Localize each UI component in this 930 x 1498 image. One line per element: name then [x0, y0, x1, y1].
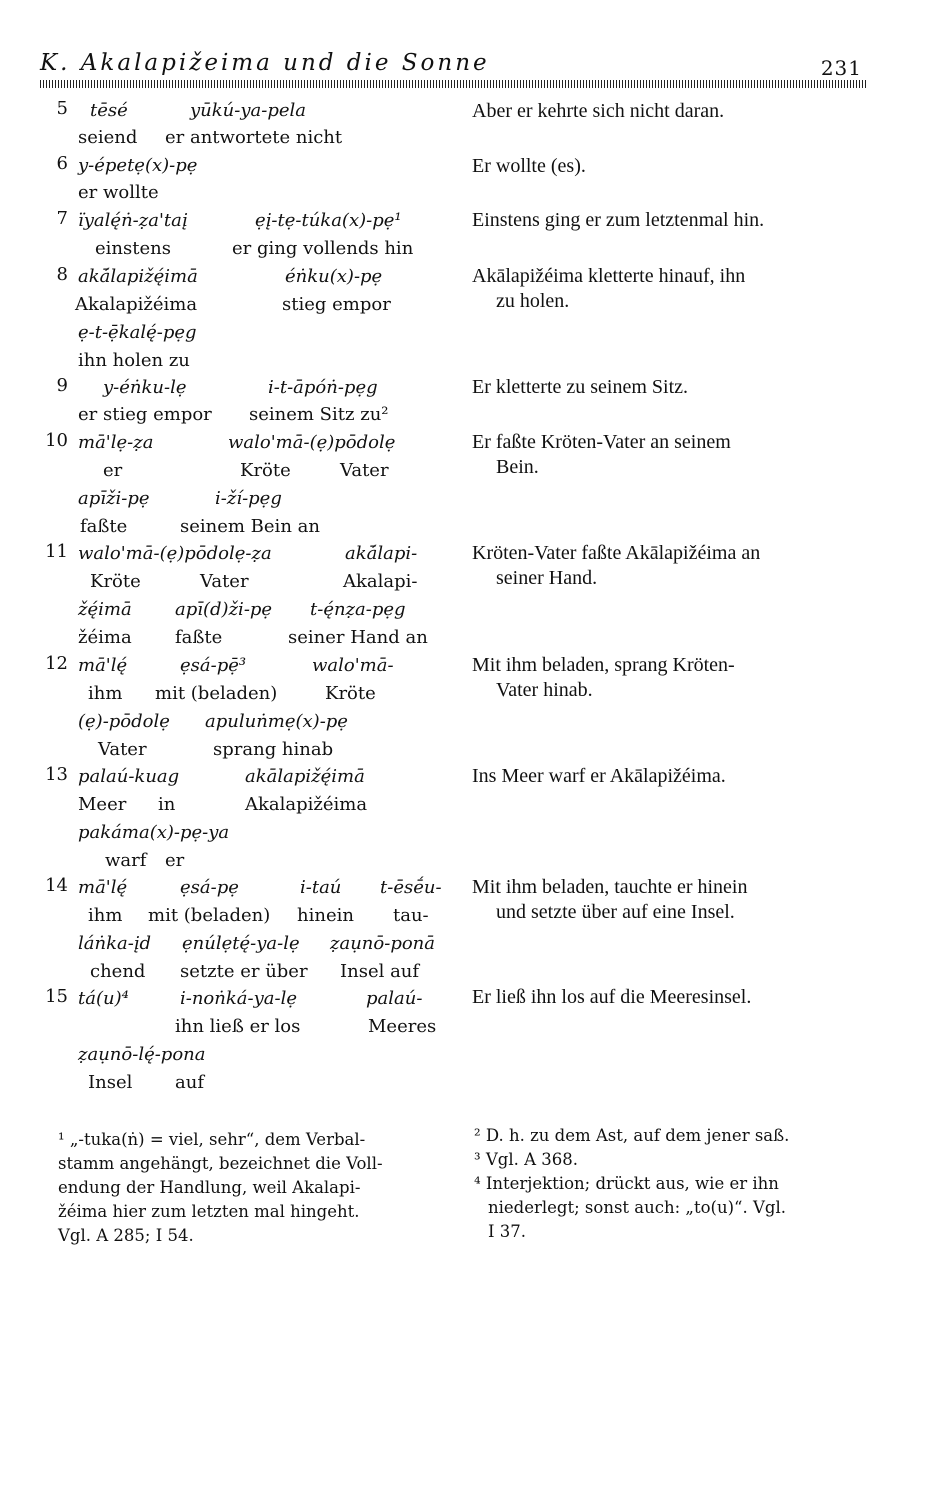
gloss-word: er [103, 460, 123, 481]
source-word: i-t-āpóṅ-pẹg [268, 377, 378, 398]
gloss-word: Kröte [325, 683, 376, 704]
footnote-line: stamm angehängt, bezeichnet die Voll- [58, 1154, 383, 1173]
gloss-word: Kröte [90, 571, 141, 592]
gloss-word: Insel [88, 1072, 133, 1093]
footnote-line: žéima hier zum letzten mal hingeht. [58, 1202, 360, 1221]
translation-line: Akālapižéima kletterte hinauf, ihn [472, 265, 746, 287]
source-word: i-ží-pẹg [215, 488, 282, 509]
source-word: t-ēsḗu- [380, 877, 442, 898]
gloss-word: ihn ließ er los [175, 1016, 301, 1037]
source-word: walo'mā-(ẹ)pōdolẹ-ẓa [78, 543, 272, 564]
source-word: apīži-pẹ [78, 488, 150, 509]
gloss-word: einstens [95, 238, 171, 259]
translation-line: seiner Hand. [496, 567, 598, 589]
gloss-word: auf [175, 1072, 204, 1093]
source-word: ẹsá-pẹ̄³ [180, 655, 247, 676]
gloss-word: seiner Hand an [288, 627, 428, 648]
translation-line: Vater hinab. [496, 679, 593, 701]
translation-line: Er kletterte zu seinem Sitz. [472, 376, 689, 398]
line-number: 7 [56, 208, 68, 229]
gloss-word: Vater [98, 739, 147, 760]
source-word: y-éṅku-lẹ [103, 377, 187, 398]
gloss-word: ihm [88, 905, 123, 926]
gloss-word: Akalapižéima [75, 294, 198, 315]
translation [472, 154, 867, 179]
chapter-title: K. Akalapižeima und die Sonne [40, 50, 490, 76]
source-word: ẹsá-pẹ [180, 877, 239, 898]
source-word: yūkú-ya-pela [190, 100, 306, 121]
line-number: 12 [45, 653, 68, 674]
source-word: palaú-kuag [78, 766, 180, 787]
source-word: t-ę́nẓa-pẹg [310, 599, 406, 620]
source-word: ẓaụnō-lę́-pona [78, 1044, 206, 1065]
footnote-line: ⁴ Interjektion; drückt aus, wie er ihn [474, 1174, 779, 1193]
translation [472, 375, 867, 400]
gloss-word: er [165, 850, 185, 871]
translation [472, 653, 867, 703]
source-word: ẹį-tẹ-túka(x)-pẹ¹ [255, 210, 402, 231]
gloss-word: er stieg empor [78, 404, 212, 425]
translation-line: Er wollte (es). [472, 155, 586, 177]
translation-line: Mit ihm beladen, sprang Kröten- [472, 654, 735, 676]
gloss-word: ihm [88, 683, 123, 704]
gloss-word: stieg empor [282, 294, 391, 315]
footnote-line: ² D. h. zu dem Ast, auf dem jener saß. [474, 1126, 790, 1145]
source-word: ẹnúlẹtę́-ya-lẹ [182, 933, 300, 954]
gloss-word: hinein [297, 905, 354, 926]
footnote-line: ³ Vgl. A 368. [474, 1150, 579, 1169]
translation-line: Kröten-Vater faßte Akālapižéima an [472, 542, 761, 564]
gloss-word: chend [90, 961, 146, 982]
gloss-word: tau- [393, 905, 429, 926]
page-number: 231 [820, 56, 862, 80]
translation-line: Ins Meer warf er Akālapižéima. [472, 765, 726, 787]
translation-line: und setzte über auf eine Insel. [496, 901, 735, 923]
gloss-word: mit (beladen) [155, 683, 278, 704]
translation-line: Er faßte Kröten-Vater an seinem [472, 431, 731, 453]
source-word: i-noṅká-ya-lẹ [180, 988, 297, 1009]
gloss-word: Akalapi- [343, 571, 418, 592]
source-word: (ẹ)-pōdolẹ [78, 711, 170, 732]
gloss-word: er wollte [78, 182, 159, 203]
source-word: éṅku(x)-pẹ [285, 266, 383, 287]
translation [472, 208, 867, 233]
source-word: láṅka-įd [78, 933, 152, 954]
gloss-word: setzte er über [180, 961, 308, 982]
line-number: 14 [45, 875, 68, 896]
translation [472, 541, 867, 591]
source-word: ïyalę́ṅ-ẓa'taį [78, 210, 188, 231]
translation [472, 764, 867, 789]
gloss-word: seiend [78, 127, 138, 148]
gloss-word: faßte [175, 627, 223, 648]
source-word: ẓaụnō-ponā [330, 933, 436, 954]
gloss-word: in [158, 794, 176, 815]
translation-line: Mit ihm beladen, tauchte er hinein [472, 876, 748, 898]
line-number: 9 [56, 375, 68, 396]
gloss-word: Insel auf [340, 961, 420, 982]
running-header [40, 50, 870, 80]
footnote-line: Vgl. A 285; I 54. [58, 1226, 194, 1245]
source-word: i-taú [300, 877, 342, 898]
gloss-word: Kröte [240, 460, 291, 481]
gloss-word: er ging vollends hin [232, 238, 414, 259]
line-number: 8 [56, 264, 68, 285]
translation-line: Bein. [496, 456, 539, 478]
source-word: akālapižę́imā [245, 766, 365, 787]
source-word: apī(d)ži-pẹ [175, 599, 273, 620]
source-word: ẹ-t-ẹ̄kalę́-pẹg [78, 322, 197, 343]
line-number: 11 [45, 541, 68, 562]
footnotes-right [474, 1124, 869, 1244]
footnote-line: I 37. [488, 1222, 527, 1241]
gloss-word: Akalapižéima [245, 794, 368, 815]
gloss-word: sprang hinab [213, 739, 334, 760]
translation-line: Aber er kehrte sich nicht daran. [472, 100, 725, 122]
gloss-word: warf [105, 850, 147, 871]
footnote-line: niederlegt; sonst auch: „to(u)“. Vgl. [488, 1198, 786, 1217]
line-number: 6 [56, 153, 68, 174]
gloss-word: Vater [200, 571, 249, 592]
source-word: y-épetẹ(x)-pẹ [78, 155, 198, 176]
gloss-word: mit (beladen) [148, 905, 271, 926]
source-word: walo'mā- [312, 655, 394, 676]
translation [472, 99, 867, 124]
gloss-word: Meeres [368, 1016, 437, 1037]
source-word: akā́lapi- [345, 543, 418, 564]
source-word: apuluṅmẹ(x)-pẹ [205, 711, 348, 732]
source-word: walo'mā-(ẹ)pōdolẹ [228, 432, 396, 453]
source-word: mā'lę́ [78, 655, 128, 676]
translation [472, 264, 867, 314]
footnote-line: ¹ „-tuka(ṅ) = viel, sehr“, dem Verbal- [58, 1130, 366, 1149]
gloss-word: Meer [78, 794, 127, 815]
header-rule [40, 80, 868, 88]
translation-line: zu holen. [496, 290, 570, 312]
gloss-word: ihn holen zu [78, 350, 190, 371]
translation [472, 875, 867, 925]
gloss-word: žéima [78, 627, 132, 648]
line-number: 13 [45, 764, 68, 785]
source-word: palaú- [366, 988, 423, 1009]
line-number: 10 [45, 430, 68, 451]
source-word: tá(u)⁴ [78, 988, 129, 1009]
source-word: tēsé [90, 100, 128, 121]
gloss-word: seinem Bein an [180, 516, 320, 537]
footnotes-left [58, 1128, 444, 1248]
footnote-line: endung der Handlung, weil Akalapi- [58, 1178, 361, 1197]
gloss-word: faßte [80, 516, 128, 537]
translation [472, 430, 867, 480]
gloss-word: Vater [340, 460, 389, 481]
line-number: 15 [45, 986, 68, 1007]
translation-line: Er ließ ihn los auf die Meeresinsel. [472, 986, 752, 1008]
source-word: pakáma(x)-pẹ-ya [78, 822, 230, 843]
source-word: mā'lę́ [78, 877, 128, 898]
line-number: 5 [56, 98, 68, 119]
source-word: akā́lapižę́imā [78, 266, 198, 287]
gloss-word: er antwortete nicht [165, 127, 343, 148]
gloss-word: seinem Sitz zu² [249, 404, 389, 425]
source-word: mā'lẹ-ẓa [78, 432, 154, 453]
translation [472, 985, 867, 1010]
translation-line: Einstens ging er zum letztenmal hin. [472, 209, 765, 231]
source-word: žę́imā [78, 599, 132, 620]
